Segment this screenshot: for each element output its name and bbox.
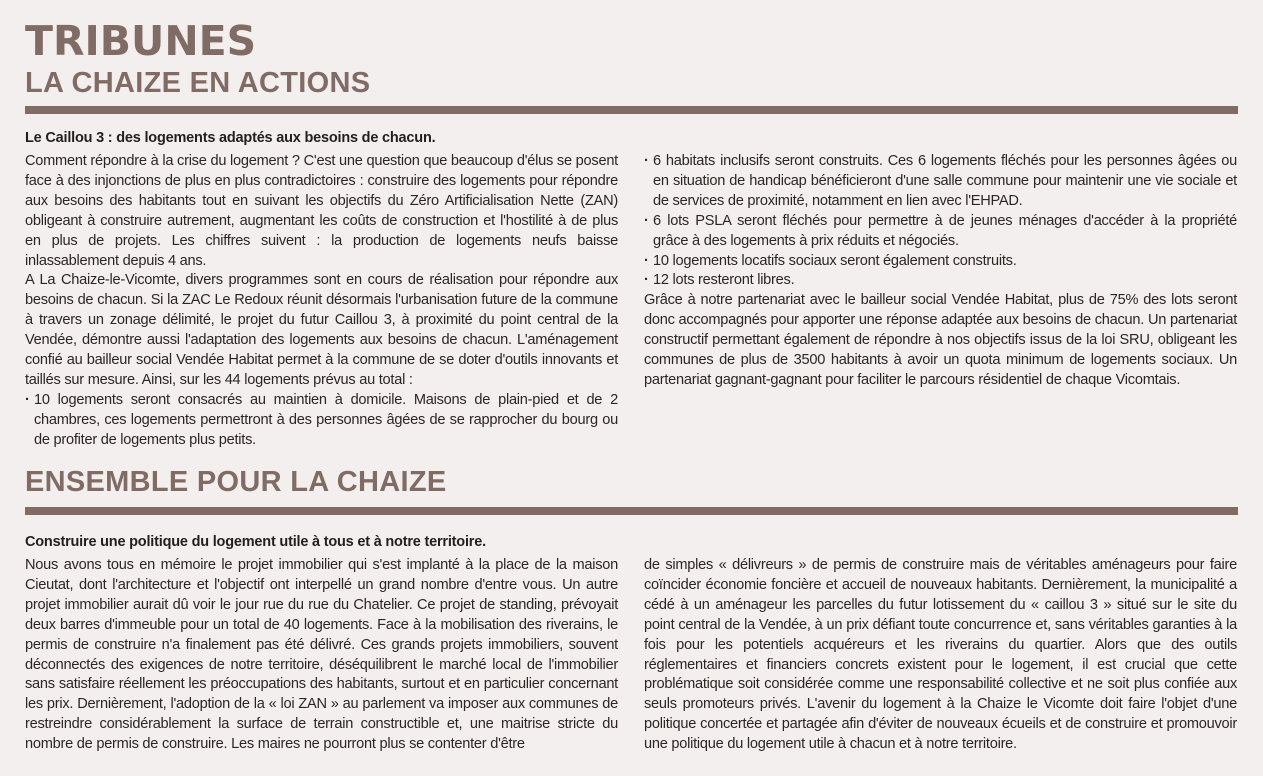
section-divider — [25, 507, 1238, 515]
page-subtitle: LA CHAIZE EN ACTIONS — [25, 67, 371, 99]
tribune2-paragraph: Nous avons tous en mémoire le projet immobilier qui s'est implanté à la place de la maison Cieutat, dont l'architecture et l'objectif ont interpellé un grand nombre d'entre vous. Un autre projet immobilier aurait dû voir le jour rue du rue du Chatelier. Ce projet de standing, prévoyait deux barres d'immeuble pour un total de 40 logements. Face à la mobilisation des riverains, le permis de construire n'a finalement pas été délivré. Ces grands projets immobiliers, souvent déconnectés des exigences de notre territoire, déséquilibrent le marché local de l'immobilier sans satisfaire réellement les préoccupations des habitants, surtout et en particulier concernant les prix. Dernièrement, l'adoption de la « loi ZAN » au parlement va imposer aux communes de restreindre considérablement la surface de terrain constructible et, une maitrise stricte du nombre de permis de construire. Les maires ne pourront plus se contenter d'être — [25, 557, 618, 753]
section-divider — [25, 106, 1238, 114]
list-item: · 6 lots PSLA seront fléchés pour permettre à de jeunes ménages d'accéder à la propriété grâce à des logements à prix réduits et négociés. — [644, 212, 1237, 252]
tribune1-bullet-list — [644, 152, 1237, 291]
tribune1-heading: Le Caillou 3 : des logements adaptés aux besoins de chacun. — [25, 130, 436, 146]
tribune2-heading: Construire une politique du logement utile à tous et à notre territoire. — [25, 534, 486, 550]
tribune2-column-left — [25, 556, 618, 755]
tribune1-bullet-list — [25, 391, 618, 451]
tribune1-column-left — [25, 152, 618, 451]
page-title: TRIBUNES — [25, 17, 257, 65]
tribune2-paragraph: de simples « délivreurs » de permis de construire mais de véritables aménageurs pour faire coïncider économie foncière et accueil de nouveaux habitants. Dernièrement, la municipalité a cédé à un aménageur les parcelles du futur lotissement du « caillou 3 » situé sur le site du point central de la Vendée, à un prix défiant toute concurrence et, sans véritables garanties à la fois pour les potentiels acquéreurs et les riverains du quartier. Alors que des outils réglementaires et financiers concrets existent pour le logement, il est crucial que cette problématique soit considérée comme une responsabilité collective et ne soit plus confiée aux seuls promoteurs privés. L'avenir du logement à la Chaize le Vicomte doit faire l'objet d'une politique concertée et partagée afin d'éviter de nouveaux écueils et de construire et promouvoir une politique du logement utile à chacun et à notre territoire. — [644, 557, 1237, 753]
list-item: · 6 habitats inclusifs seront construits. Ces 6 logements fléchés pour les personnes âgées ou en situation de handicap bénéficieront d'une salle commune pour maintenir une vie sociale et de services de proximité, notamment en lien avec l'EHPAD. — [644, 152, 1237, 212]
tribune2-column-right — [644, 556, 1237, 755]
tribune1-closing-paragraph: Grâce à notre partenariat avec le bailleur social Vendée Habitat, plus de 75% des lots seront donc accompagnés pour apporter une réponse adaptée aux besoins de chacun. Un partenariat constructif permettant également de répondre à nos objectifs issus de la loi SRU, obligeant les communes de plus de 3500 habitants à avoir un quota minimum de logements sociaux. Un partenariat gagnant-gagnant pour faciliter le parcours résidentiel de chaque Vicomtais. — [644, 292, 1237, 388]
list-item: · 10 logements seront consacrés au maintien à domicile. Maisons de plain-pied et de 2 chambres, ces logements permettront à des personnes âgées de se rapprocher du bourg ou de profiter de logements plus petits. — [25, 391, 618, 451]
tribune1-paragraph: Comment répondre à la crise du logement ? C'est une question que beaucoup d'élus se posent face à des injonctions de plus en plus contradictoires : construire des logements pour répondre aux besoins des habitants tout en suivant les objectifs du Zéro Artificialisation Nette (ZAN) obligeant à construire autrement, augmentant les coûts de construction et l'hostilité à de plus en plus de projets. Les chiffres suivent : la production de logements neufs baisse inlassablement depuis 4 ans. — [25, 153, 618, 269]
list-item: · 10 logements locatifs sociaux seront également construits. — [644, 252, 1237, 272]
tribune1-paragraph: A La Chaize-le-Vicomte, divers programmes sont en cours de réalisation pour répondre aux besoins de chacun. Si la ZAC Le Redoux réunit désormais l'urbanisation future de la commune à travers un zonage délimité, le projet du futur Caillou 3, à proximité du point central de la Vendée, démontre aussi l'adaptation des logements aux besoins de chacun. L'aménagement confié au bailleur social Vendée Habitat permet à la commune de se doter d'outils innovants et taillés sur mesure. Ainsi, sur les 44 logements prévus au total : — [25, 272, 618, 388]
tribune2-group-title: ENSEMBLE POUR LA CHAIZE — [25, 466, 447, 498]
tribune1-column-right — [644, 152, 1237, 391]
list-item: · 12 lots resteront libres. — [644, 271, 1237, 291]
